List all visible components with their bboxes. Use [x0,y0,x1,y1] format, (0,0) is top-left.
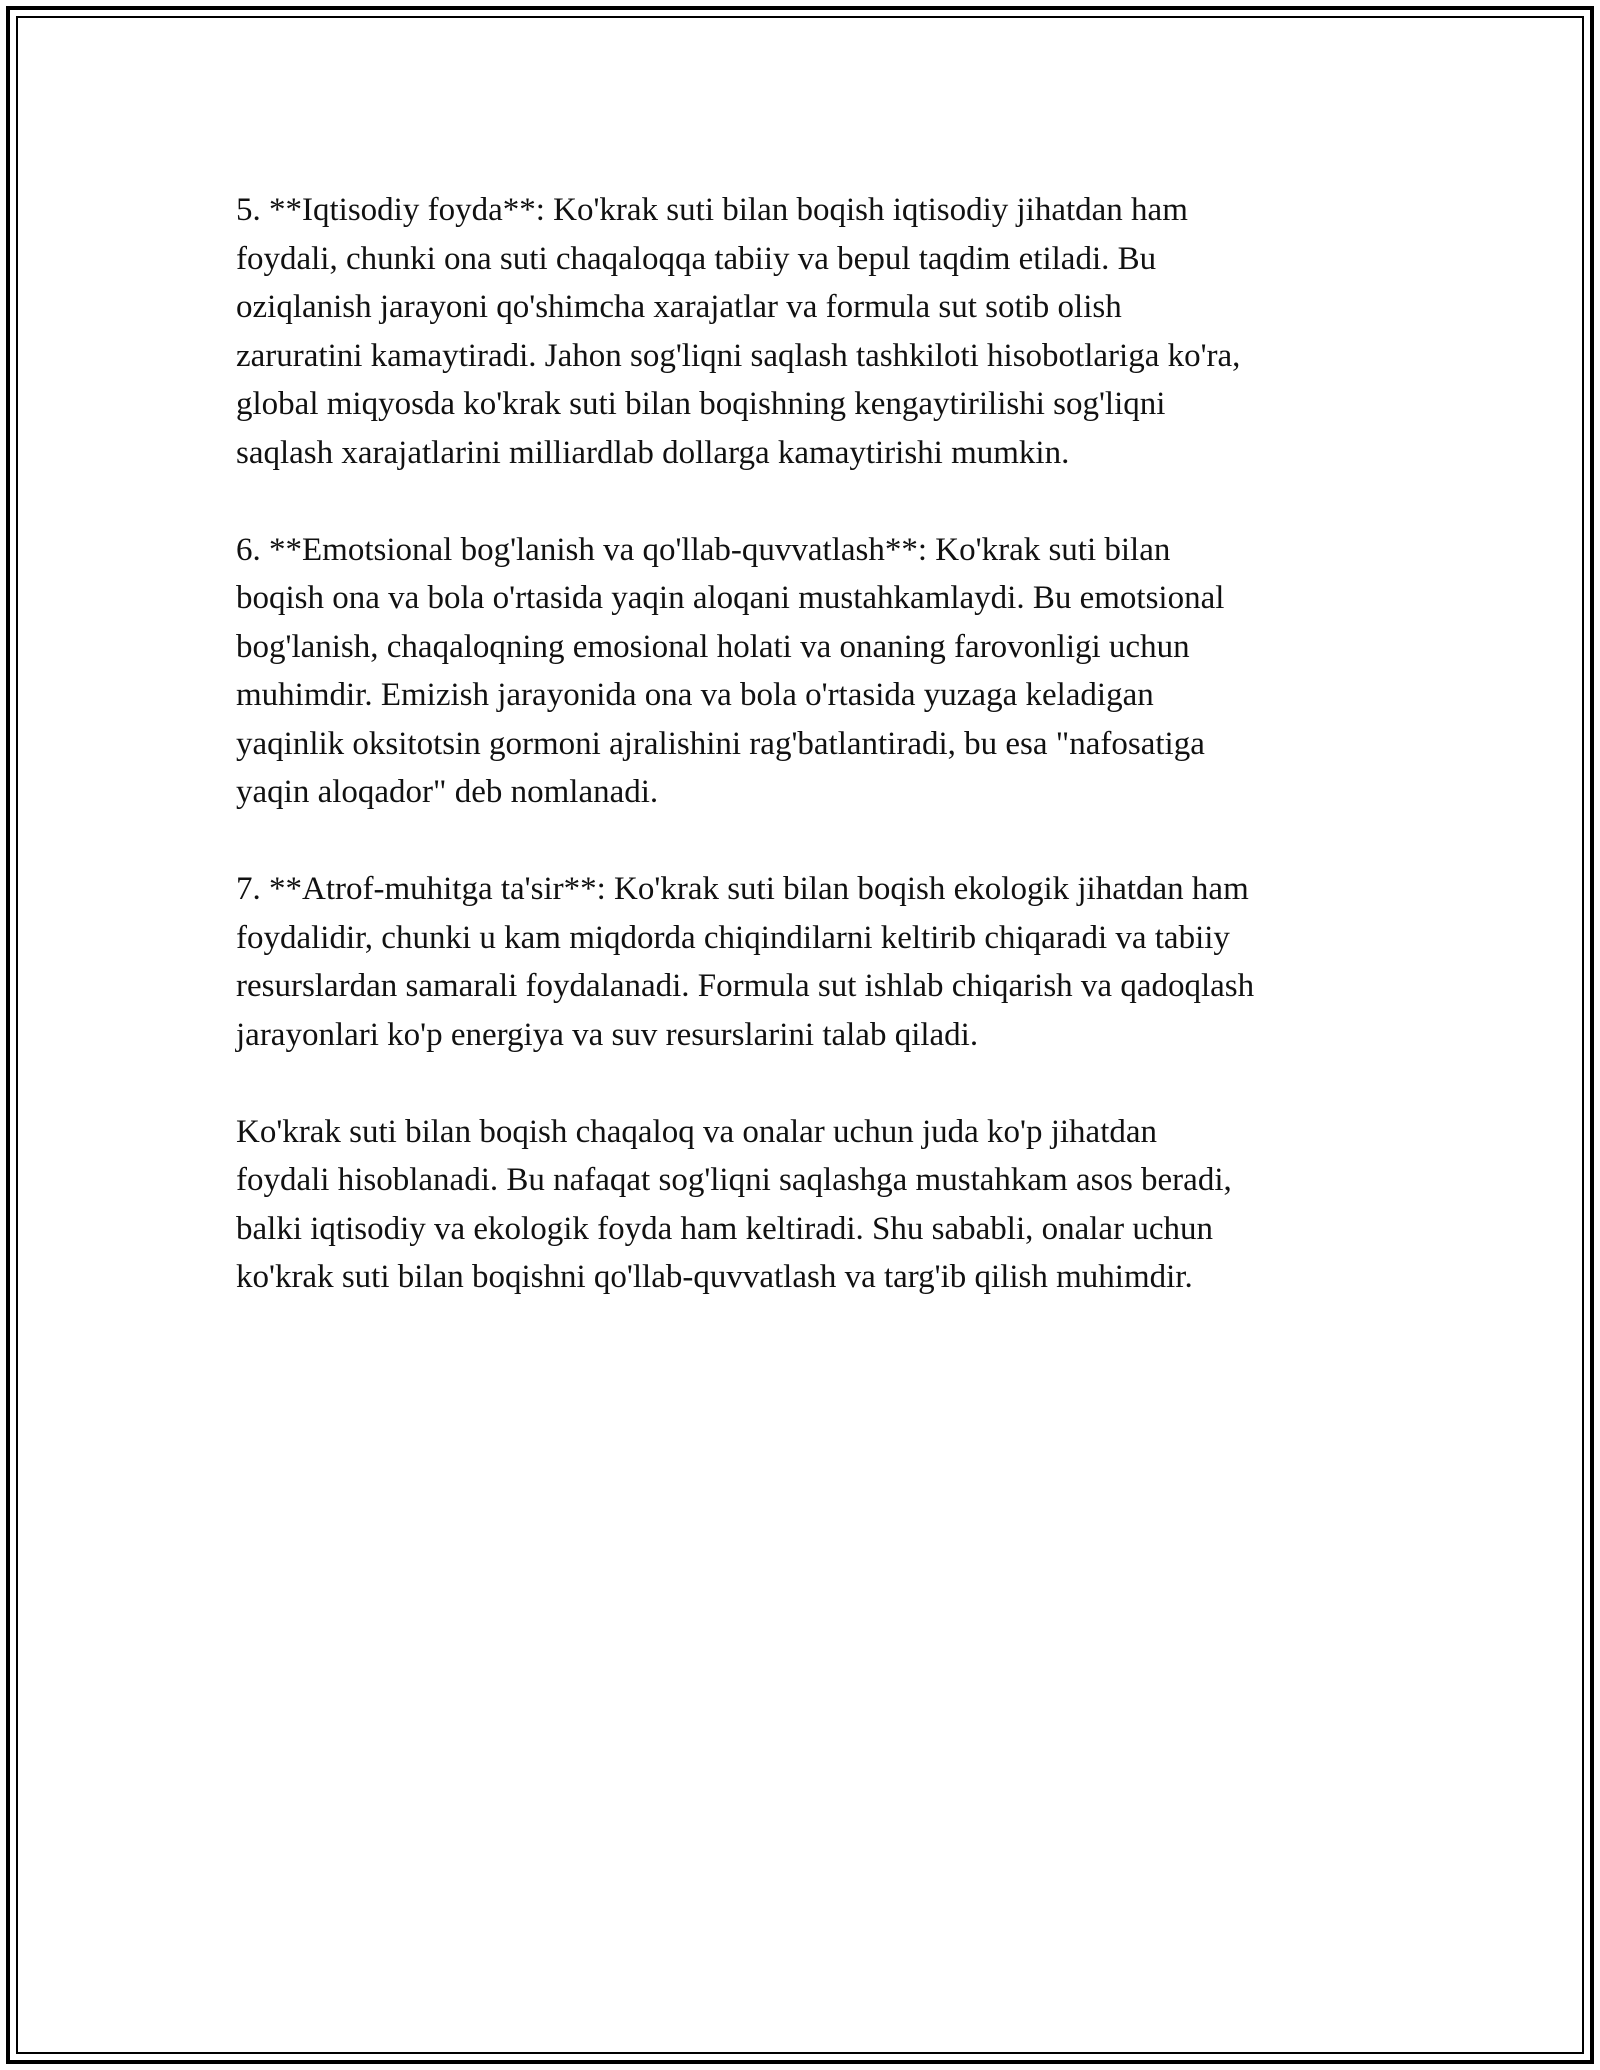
document-body [236,186,1366,1350]
paragraph-environmental-impact: 7. **Atrof-muhitga ta'sir**: Ko'krak suti bilan boqish ekologik jihatdan ham foydalidir, chunki u kam miqdorda chiqindilarni keltirib chiqaradi va tabiiy resurslardan samarali foydalanadi. Formula sut ishlab chiqarish va qadoqlash jarayonlari ko'p energiya va suv resurslarini talab qiladi. [236,871,1255,1053]
paragraph-conclusion: Ko'krak suti bilan boqish chaqaloq va onalar uchun juda ko'p jihatdan foydali hisoblanadi. Bu nafaqat sog'liqni saqlashga mustahkam asos beradi, balki iqtisodiy va ekologik foyda ham keltiradi. Shu sababli, onalar uchun ko'krak suti bilan boqishni qo'llab-quvvatlash va targ'ib qilish muhimdir. [236,1113,1232,1295]
paragraph-emotional-bond: 6. **Emotsional bog'lanish va qo'llab-quvvatlash**: Ko'krak suti bilan boqish ona va bola o'rtasida yaqin aloqani mustahkamlaydi. Bu emotsional bog'lanish, chaqaloqning emosional holati va onaning farovonligi uchun muhimdir. Emizish jarayonida ona va bola o'rtasida yuzaga keladigan yaqinlik oksitotsin gormoni ajralishini rag'batlantiradi, bu esa "nafosatiga yaqin aloqador" deb nomlanadi. [236,531,1225,810]
paragraph-economic-benefit: 5. **Iqtisodiy foyda**: Ko'krak suti bilan boqish iqtisodiy jihatdan ham foydali, chunki ona suti chaqaloqqa tabiiy va bepul taqdim etiladi. Bu oziqlanish jarayoni qo'shimcha xarajatlar va formula sut sotib olish zaruratini kamaytiradi. Jahon sog'liqni saqlash tashkiloti hisobotlariga ko'ra, global miqyosda ko'krak suti bilan boqishning kengaytirilishi sog'liqni saqlash xarajatlarini milliardlab dollarga kamaytirishi mumkin. [236,192,1241,471]
